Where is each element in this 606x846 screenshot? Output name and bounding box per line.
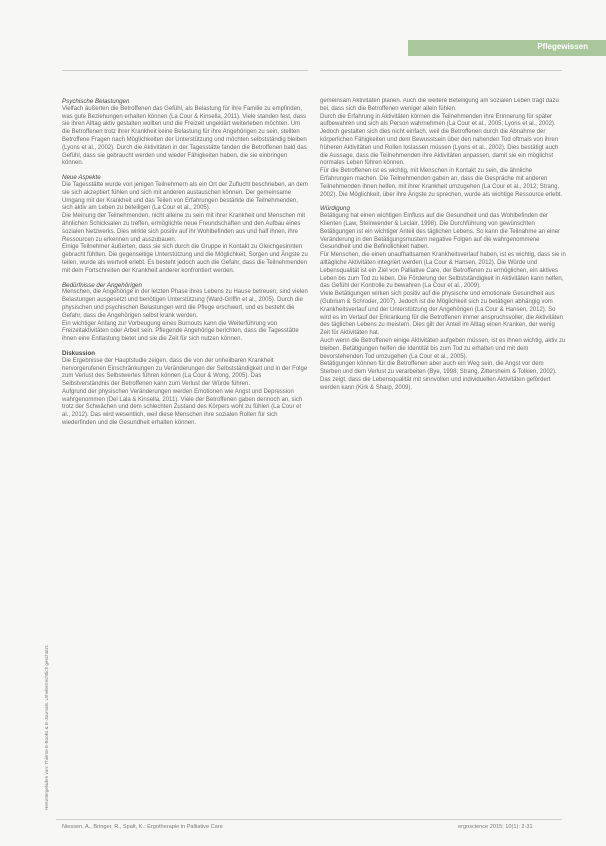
paragraph: gemeinsam Aktivitäten planen. Auch die weitere Beteiligung am sozialen Leben trägt dazu bei, dass sich die Betroffenen weniger allein fühlen. [320,98,559,112]
footer-journal: ergoscience 2015; 10(1): 2-31 [458,824,533,830]
section-heading: Psychische Belastungen [62,98,130,105]
paragraph: Betätigung hat einen wichtigen Einfluss auf die Gesundheit und das Wohlbefinden der Klienten (Law, Steinwender & Leclair, 1998). Die Durchführung von gewünschten Betätigungen ist ein wichtiger Anteil des täglichen Lebens. So kann die Teilnahme an einer Veränderung in den Betätigungsmustern negative Folgen auf die wahrgenommene Gesundheit und die Befindlichkeit haben. [320,213,561,251]
section-heading: Neue Aspekte [62,174,101,182]
paragraph: Die Ergebnisse der Hauptstudie zeigen, dass die von der unheilbaren Krankheit hervorgerufenen Einschränkungen zu Veränderungen der Selbstständigkeit und in der Folge zum Verlust des Selbstwertes führen können (La Cour & Wong, 2005). Das Selbstverständnis der Betroffenen kann zum Verlust der Würde führen. [62,357,308,388]
paragraph: Aufgrund der physischen Veränderungen werden Emotionen wie Angst und Depression wahrgenommen (Del Lala & Kinsella, 2011). Viele der Betroffenen gaben dennoch an, sich trotz der Schwächen und dem schlechten Zustand des Körpers wohl zu fühlen (La Cour et al., 2012). Das wird wesentlich, weil diese Menschen ihre sozialen Rollen für sich wiederfinden und die Gesundheit erhalten können. [62,388,303,427]
footer-citation: Niessen, A., Bringer, R., Spalt, K.: Ergotherapie in Palliative Care [62,824,223,830]
paragraph: Betätigungen können für die Betroffenen aber auch ein Weg sein, die Angst vor dem Sterben und dem Verlust zu verarbeiten (Bye, 1998; Strang, Zittersheim & Tolkien, 2002). Das zeigt, dass die Lebensqualität mit sinnvollen und individuellen Aktivitäten gefördert werden kann (Kirk & Sharp, 2009). [320,361,557,391]
paragraph: Für die Betroffenen ist es wichtig, mit Menschen in Kontakt zu sein, die ähnliche Erfahrungen machen. Die Teilnehmenden gaben an, dass die Gespräche mit anderen Teilnehmenden ihnen helfen, mit ihrer Krankheit umzugehen (La Cour et al., 2012; Strang, 2002). Die Möglichkeit, über ihre Ängste zu sprechen, wurde als wichtige Ressource erlebt. [320,168,563,198]
header-rule-right [320,70,562,71]
footer-rule [56,819,562,820]
section-heading: Würdigung [320,205,350,213]
margin-note-text: Heruntergeladen von: Thieme E-Books & E-Journals. Urheberrechtlich geschützt. [44,644,49,810]
section-heading: Bedürfnisse der Angehörigen [62,281,142,289]
header-rule-left [62,70,308,71]
paragraph: Für Menschen, die einen unaufhaltsamen Krankheitsverlauf haben, ist es wichtig, dass sie in alltägliche Aktivitäten integriert werden (La Cour & Hansen, 2012). Die Würde und Lebensqualität ist ein Ziel von Palliative Care, der Betroffenen zu ermöglichen, ein aktives Leben bis zum Tod zu leben. Die Förderung der Selbstständigkeit in Aktivitäten kann helfen, das Gefühl der Kontrolle zu bewahren (La Cour et al., 2009). [320,252,566,290]
left-column [62,98,308,428]
margin-note [34,80,49,810]
paragraph: Durch die Erfahrung in Aktivitäten können die Teilnehmenden ihre Erinnerung für später aufbewahren und sich als Person wahrnehmen (La Cour et al., 2005; Lyons et al., 2002). Jedoch gestalten sich dies nicht einfach, weil die Betroffenen durch die Abnahme der körperlichen Fähigkeiten und dem Bewusstsein über den nahenden Tod oftmals von ihren früheren Aktivitäten und Rollen loslassen müssen (Lyons et al., 2002). Dies bestätigt auch die Aussage, dass die Teilnehmenden ihre Aktivitäten anpassen, damit sie ein möglichst normales Leben führen können. [320,113,559,167]
paragraph: Auch wenn die Betroffenen einige Aktivitäten aufgeben müssen, ist es ihnen wichtig, aktiv zu bleiben. Betätigungen helfen die Identität bis zum Tod zu erhalten und mit dem bevorstehenden Tod umzugehen (La Cour et al., 2005). [320,337,566,360]
section-heading: Diskussion [62,349,96,357]
paragraph: Menschen, die Angehörige in der letzten Phase ihres Lebens zu Hause betreuen, sind vielen Belastungen ausgesetzt und benötigen Unterstützung (Ward-Griffin et al., 2005). Durch die physischen und psychischen Belastungen wird die Pflege erschwert, und es besteht die Gefahr, dass die Angehörigen selbst krank werden. [62,289,308,319]
paragraph: Ein wichtiger Anfang zur Vorbeugung eines Burnouts kann die Weiterführung von Freizeitaktivitäten oder Arbeit sein. Pflegende Angehörige berichten, dass die Tagesstätte ihnen eine Entlastung bietet und sie die Zeit für sich nutzen können. [62,320,299,343]
paragraph: Viele Betätigungen wirken sich positiv auf die physische und emotionale Gesundheit aus (Gubrium & Schroder, 2007). Jedoch ist die Möglichkeit sich zu betätigen abhängig vom Krankheitsverlauf und der Unterstützung der Angehörigen (La Cour & Hansen, 2012). So wird es im Verlauf der Erkrankung für die Betroffenen immer anspruchsvoller, die Aktivitäten des täglichen Lebens zu meistern. Dies gilt der Anteil im Alltag einen Kranken, der wenig Zeit für Aktivitäten hat. [320,291,564,337]
right-column [320,98,566,392]
paragraph: Vielfach äußerten die Betroffenen das Gefühl, als Belastung für ihre Familie zu empfinden, was gute Beziehungen erhalten können (La Cour & Kinsella, 2011). Viele standen fest, dass sie ihren Alltag aktiv gestalten wollten und die Freizeit ungeklärt weiterleben möchten. Um die Betroffenen trotz ihrer Krankheit keine Belastung für ihre Angehörigen zu sein, stellten Betroffene Fragen nach Möglichkeiten der Unterstützung und möchten selbstständig bleiben (Lyons et al., 2002). Durch die Aktivitäten in der Tagesstätte fanden die Betroffenen bald das Gefühl, dass sie gebraucht werden und wieder Fähigkeiten haben, die sie einbringen können. [62,105,307,167]
paragraph: Die Tagesstätte wurde von jenigen Teilnehmern als ein Ort der Zuflucht beschrieben, an dem sie sich akzeptiert fühlen und sich mit anderen austauschen können. Der gemeinsame Umgang mit der Krankheit und das Teilen von Erfahrungen bestärkte die Teilnehmenden, sich aktiv am Leben zu beteiligen (La Cour et al., 2005). [62,181,308,212]
paragraph: Einige Teilnehmer äußerten, dass sie sich durch die Gruppe in Kontakt zu Gleichgesinnten gebracht fühlten. Die gegenseitige Unterstützung und die Möglichkeit, Sorgen und Ängste zu teilen, wurde als wertvoll erlebt. Es besteht jedoch auch die Gefahr, dass die Teilnehmenden mit dem Fortschreiten der Krankheit anderer konfrontiert werden. [62,244,308,274]
paragraph: Die Meinung der Teilnehmenden, nicht alleine zu sein mit ihrer Krankheit und Menschen mit ähnlichen Schicksalen zu treffen, ermöglichte neue Freundschaften und den Aufbau eines sozialen Netzwerks. Dies wirkte sich positiv auf ihr Wohlbefinden aus und half ihnen, ihre Ressourcen zu erkennen und auszubauen. [62,213,306,243]
section-tab-label: Pflegewissen [537,42,588,51]
section-tab [408,40,606,56]
